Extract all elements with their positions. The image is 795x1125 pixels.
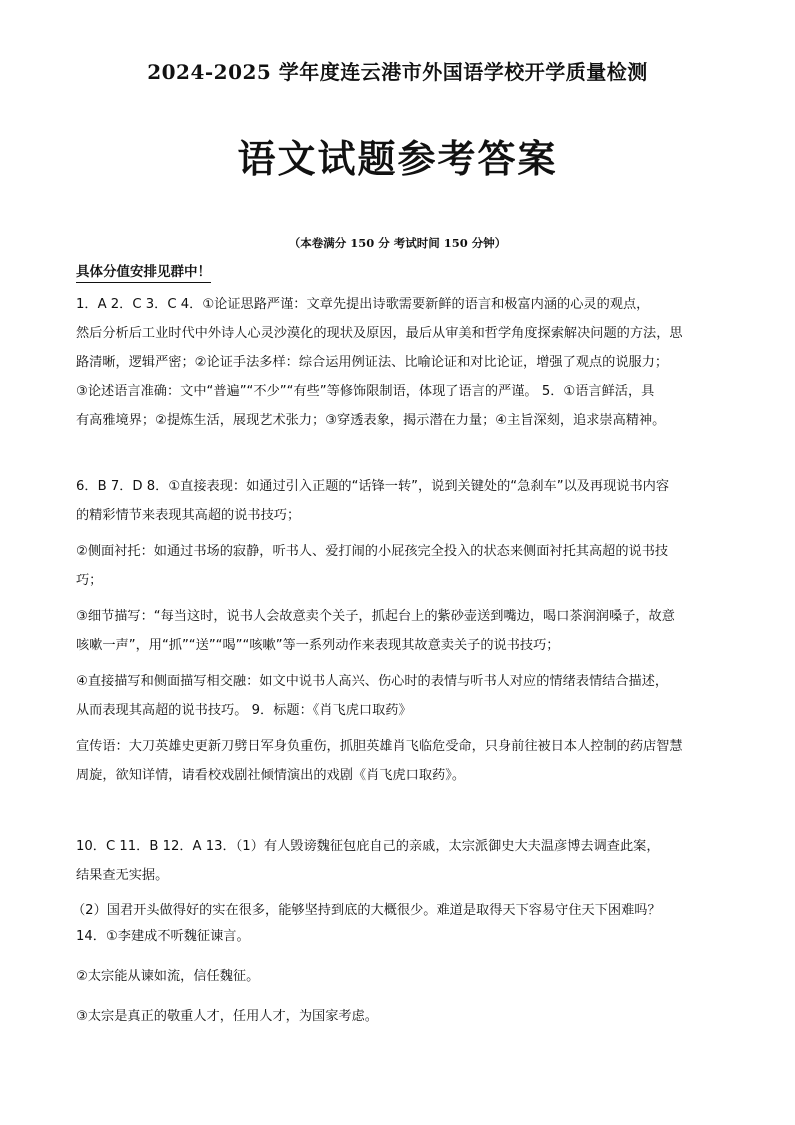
answer-line: 宣传语：大刀英雄史更新刀劈日军身负重伤，抓胆英雄肖飞临危受命，只身前往被日本人控制的药店智慧 — [76, 739, 683, 754]
answer-line: ②侧面衬托：如通过书场的寂静，听书人、爱打闹的小屁孩完全投入的状态来侧面衬托其高超的说书技 — [76, 544, 669, 559]
answer-8-point-4 — [76, 667, 724, 725]
answer-line: 周旋，欲知详情，请看校戏剧社倾情演出的戏剧《肖飞虎口取药》。 — [76, 768, 466, 783]
answer-line: ③论述语言准确：文中“普遍”“不少”“有些”等修饰限制语，体现了语言的严谨。 5．①语言鲜活，具 — [76, 384, 655, 399]
answer-line: 14．①李建成不听魏征谏言。 — [76, 929, 250, 944]
answer-line: 路清晰，逻辑严密；②论证手法多样：综合运用例证法、比喻论证和对比论证，增强了观点的说服力； — [76, 355, 669, 370]
answer-line: ③细节描写：“每当这时，说书人会故意卖个关子，抓起台上的紫砂壶送到嘴边，喝口茶润润嗓子，故意 — [76, 609, 675, 624]
answer-8-point-2 — [76, 537, 724, 595]
score-note: 具体分值安排见群中！ — [76, 262, 211, 283]
answers-block-6-8 — [76, 472, 724, 530]
answer-8-point-3 — [76, 602, 724, 660]
answer-line: 的精彩情节来表现其高超的说书技巧； — [76, 508, 301, 523]
answers-block-10-13 — [76, 832, 724, 890]
answer-line: （2）国君开头做得好的实在很多，能够坚持到底的大概很少。难道是取得天下容易守住天下困难吗？ — [72, 903, 661, 918]
answer-line: ④直接描写和侧面描写相交融：如文中说书人高兴、伤心时的表情与听书人对应的情绪表情结合描述， — [76, 674, 669, 689]
answer-line: 结果查无实据。 — [76, 868, 169, 883]
answer-line: 然后分析后工业时代中外诗人心灵沙漠化的现状及原因，最后从审美和哲学角度探索解决问题的方法，思 — [76, 326, 683, 341]
answer-line: ②太宗能从谏如流，信任魏征。 — [76, 969, 260, 984]
answer-line: 从而表现其高超的说书技巧。 9．标题：《肖飞虎口取药》 — [76, 703, 412, 718]
exam-info: （本卷满分 150 分 考试时间 150 分钟） — [288, 236, 507, 250]
answers-block-1-5 — [76, 290, 724, 435]
answers-block-13-14 — [72, 898, 724, 950]
answer-line: 巧； — [76, 573, 103, 588]
answer-14-point-3 — [76, 1002, 724, 1031]
page-title: 语文试题参考答案 — [237, 136, 558, 181]
answer-line: 有高雅境界；②提炼生活，展现艺术张力；③穿透表象，揭示潜在力量；④主旨深刻，追求崇高精神。 — [76, 413, 666, 428]
answer-14-point-2 — [76, 962, 724, 991]
exam-subtitle: 2024-2025 学年度连云港市外国语学校开学质量检测 — [147, 60, 648, 84]
answer-9-slogan — [76, 732, 724, 790]
answer-line: 6．B 7．D 8．①直接表现：如通过引入正题的“话锋一转”，说到关键处的“急刹车”以及再现说书内容 — [76, 479, 670, 494]
answer-line: 10．C 11．B 12．A 13．（1）有人毁谤魏征包庇自己的亲戚，太宗派御史大夫温彦博去调查此案， — [76, 839, 660, 854]
answer-line: 咳嗽一声”，用“抓”“送”“喝”“咳嗽”等一系列动作来表现其故意卖关子的说书技巧； — [76, 638, 560, 653]
answer-line: 1．A 2．C 3．C 4．①论证思路严谨：文章先提出诗歌需要新鲜的语言和极富内涵的心灵的观点， — [76, 297, 650, 312]
answer-line: ③太宗是真正的敬重人才，任用人才，为国家考虑。 — [76, 1009, 378, 1024]
